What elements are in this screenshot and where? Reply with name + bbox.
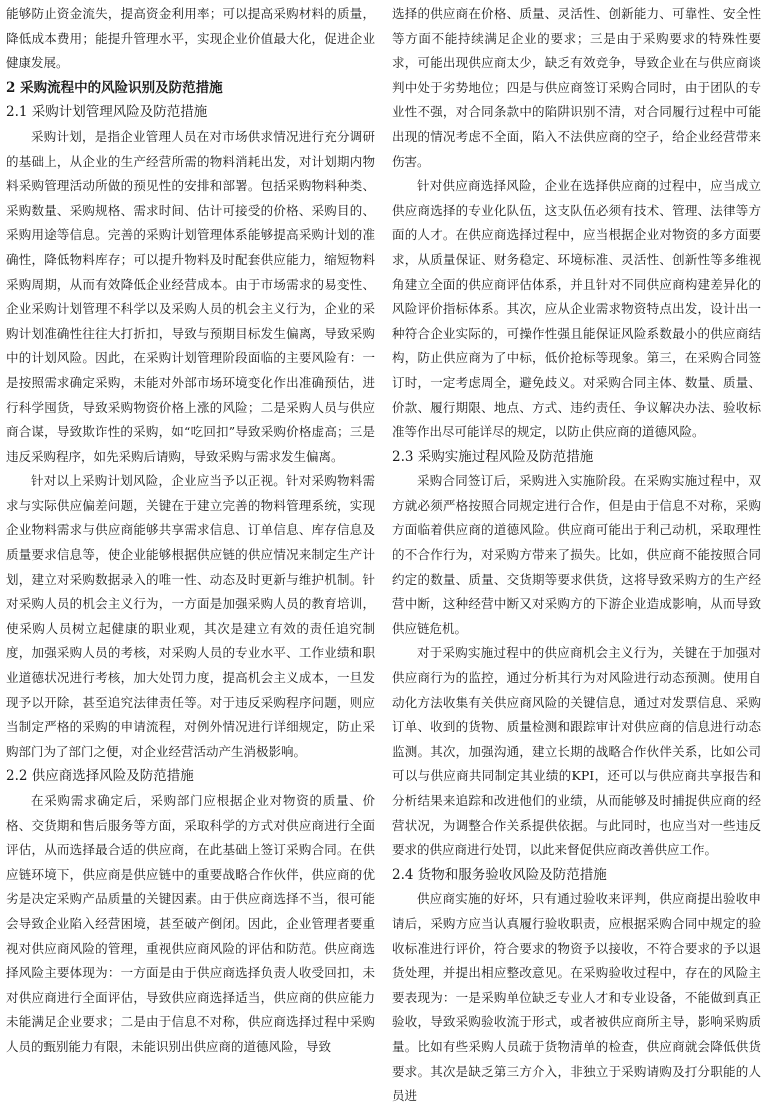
- paragraph: 针对以上采购计划风险，企业应当予以正视。针对采购物料需求与实际供应偏差问题，关键在于建立完善的物料管理系统，实现企业物料需求与供应商能够共享需求信息、订单信息、库存信息及质量要求信息等，使企业能够根据供应链的供应情况来制定生产计划，建立对采购数据录入的唯一性、动态及时更新与维护机制。针对采购人员的机会主义行为，一方面是加强采购人员的教育培训，使采购人员树立起健康的职业观，其次是建立有效的责任追究制度，加强采购人员的考核，对采购人员的专业水平、工作业绩和职业道德状况进行考核，加大处罚力度，提高机会主义成本，一旦发现予以开除，甚至追究法律责任等。对于违反采购程序问题，则应当制定严格的采购的申请流程，对例外情况进行详细规定，防止采购部门为了部门之便，对企业经营活动产生消极影响。: [6, 473, 375, 759]
- two-column-layout: [6, 2, 761, 1109]
- paragraph: 在采购需求确定后，采购部门应根据企业对物资的质量、价格、交货期和售后服务等方面，采取科学的方式对供应商进行全面评估，从而选择最合适的供应商，在此基础上签订采购合同。在供应链环境下，供应商是供应链中的重要战略合作伙伴，供应商的优劣是决定采购产品质量的关键因素。由于供应商选择不当，很可能会导致企业陷入经营困境，甚至破产倒闭。因此，企业管理者要重视对供应商风险的管理，重视供应商风险的评估和防范。供应商选择风险主要体现为：一方面是由于供应商选择负责人收受回扣，未对供应商进行全面评估，导致供应商选择适当，供应商的供应能力未能满足企业要求；二是由于信息不对称，供应商选择过程中采购人员的甄别能力有限，未能识别出供应商的道德风险，导致: [6, 793, 375, 1054]
- subsection-heading: 2.4 货物和服务验收风险及防范措施: [392, 866, 607, 883]
- left-column: [6, 2, 375, 1109]
- paragraph: 针对供应商选择风险，企业在选择供应商的过程中，应当成立供应商选择的专业化队伍，这支队伍必须有技术、管理、法律等方面的人才。在供应商选择过程中，应当根据企业对物资的多方面要求，从质量保证、财务稳定、环境标准、灵活性、创新性等多维视角建立全面的供应商评估体系，并且针对不同供应商构建差异化的风险评价指标体系。其次，应从企业需求物资特点出发，设计出一种符合企业实际的，可操作性强且能保证风险系数最小的供应商结构，防止供应商为了中标，低价抢标等现象。第三，在采购合同签订时，一定考虑周全，避免歧义。对采购合同主体、数量、质量、价款、履行期限、地点、方式、违约责任、争议解决办法、验收标准等作出尽可能详尽的规定，以防止供应商的道德风险。: [392, 178, 761, 440]
- subsection-heading: 2.1 采购计划管理风险及防范措施: [6, 104, 208, 121]
- paragraph: 采购计划，是指企业管理人员在对市场供求情况进行充分调研的基础上，从企业的生产经营所需的物料消耗出发，对计划期内物料采购管理活动所做的预见性的安排和部署。包括采购物料种类、采购数量、采购规格、需求时间、估计可接受的价格、采购目的、采购用途等信息。完善的采购计划管理体系能够提高采购计划的准确性，降低物料库存；可以提升物料及时配套供应能力，缩短物料采购周期，从而有效降低企业经营成本。由于市场需求的易变性、企业采购计划管理不科学以及采购人员的机会主义行为，企业的采购计划准确性往往大打折扣，导致与预期目标发生偏离，导致采购中的计划风险。因此，在采购计划管理阶段面临的主要风险有：一是按照需求确定采购，未能对外部市场环境变化作出准确预估，进行科学囤货，导致采购物资价格上涨的风险；二是采购人员与供应商合谋，导致欺诈性的采购，如“吃回扣”导致采购价格虚高；三是违反采购程序，如先采购后请购，导致采购与需求发生偏离。: [6, 128, 375, 464]
- subsection-heading: 2.3 采购实施过程风险及防范措施: [392, 448, 594, 465]
- paragraph: 选择的供应商在价格、质量、灵活性、创新能力、可靠性、安全性等方面不能持续满足企业的要求；三是由于采购要求的特殊性要求，可能出现供应商太少，缺乏有效竞争，导致企业在与供应商谈判中处于劣势地位；四是与供应商签订采购合同时，由于团队的专业性不强，对合同条款中的陷阱识别不清，对合同履行过程中可能出现的情况考虑不全面，陷入不法供应商的空子，给企业经营带来伤害。: [392, 6, 761, 169]
- paragraph: 对于采购实施过程中的供应商机会主义行为，关键在于加强对供应商行为的监控，通过分析其行为对风险进行动态预测。使用自动化方法收集有关供应商风险的关键信息，通过对发票信息、采购订单、收到的货物、质量检测和跟踪审计对供应商的信息进行动态监测。其次，加强沟通，建立长期的战略合作伙伴关系，比如公司可以与供应商共同制定其业绩的KPI，还可以与供应商共享报告和分析结果来追踪和改进他们的业绩，从而能够及时捕捉供应商的经营状况，为调整合作关系提供依据。与此同时，也应当对一些违反要求的供应商进行处罚，以此来督促供应商改善供应工作。: [392, 645, 761, 858]
- paragraph: 采购合同签订后，采购进入实施阶段。在采购实施过程中，双方就必须严格按照合同规定进行合作，但是由于信息不对称，采购方面临着供应商的道德风险。供应商可能出于利己动机，采取理性的不合作行为，对采购方带来了损失。比如，供应商不能按照合同约定的数量、质量、交货期等要求供货，这将导致采购方的生产经营中断，这种经营中断又对采购方的下游企业造成影响，从而导致供应链危机。: [392, 473, 761, 636]
- section-heading: 2 采购流程中的风险识别及防范措施: [6, 79, 223, 96]
- right-column: [392, 2, 761, 1109]
- paragraph: 能够防止资金流失，提高资金利用率；可以提高采购材料的质量，降低成本费用；能提升管理水平，实现企业价值最大化，促进企业健康发展。: [6, 6, 375, 71]
- paragraph: 供应商实施的好坏，只有通过验收来评判，供应商提出验收申请后，采购方应当认真履行验收职责，应根据采购合同中规定的验收标准进行评价，符合要求的物资予以接收，不符合要求的予以退货处理，并提出相应整改意见。在采购验收过程中，存在的风险主要表现为：一是采购单位缺乏专业人才和专业设备，不能做到真正验收，导致采购验收流于形式，或者被供应商所主导，影响采购质量。比如有些采购人员疏于货物清单的检查，供应商就会降低供货要求。其次是缺乏第三方介入，非独立于采购请购及打分职能的人员进: [392, 891, 761, 1104]
- subsection-heading: 2.2 供应商选择风险及防范措施: [6, 768, 194, 785]
